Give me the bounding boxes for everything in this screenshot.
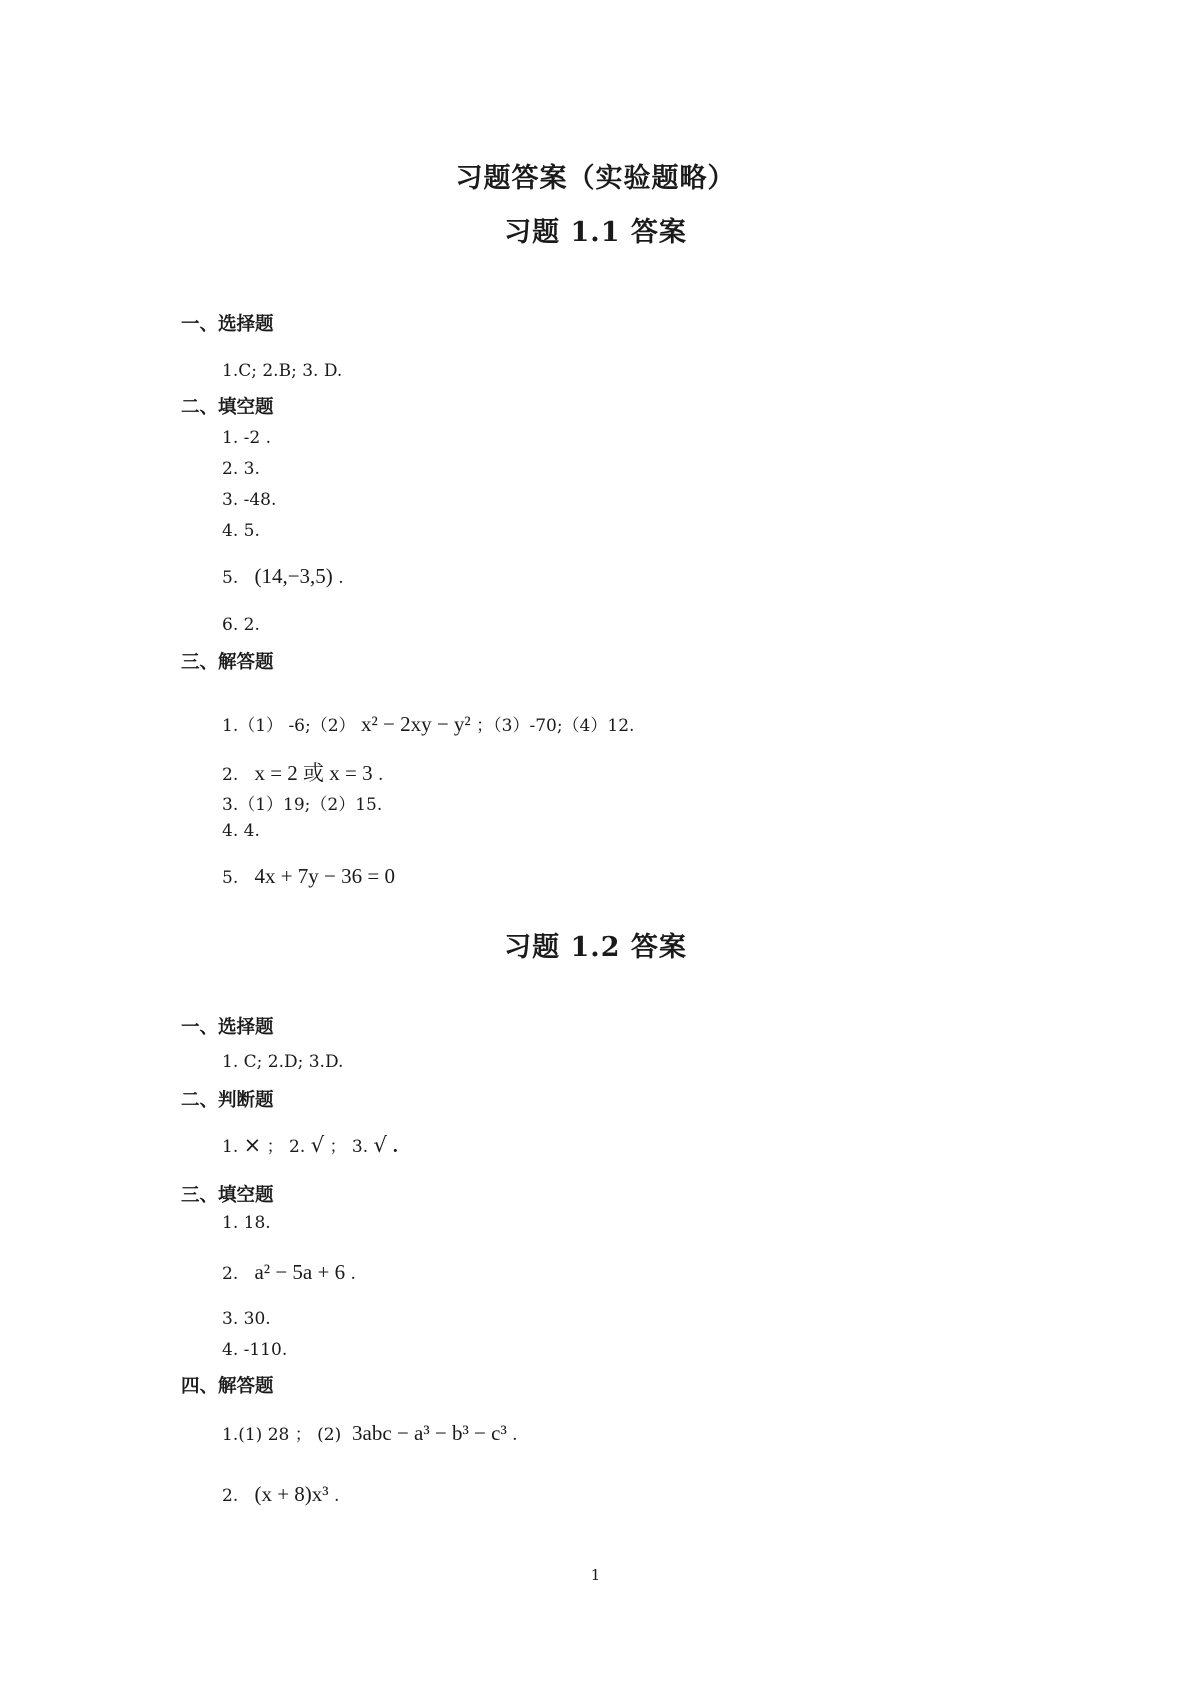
answer-fill-2-2 bbox=[222, 1260, 356, 1285]
period: . bbox=[334, 1486, 340, 1506]
section-title-1-2: 习题 1.2 答案 bbox=[504, 932, 687, 963]
heading-solve-1: 三、解答题 bbox=[181, 652, 274, 673]
answer-solve-2-1 bbox=[222, 1420, 518, 1446]
item-number: 5. bbox=[222, 568, 239, 588]
answer-fill-1-6: 6. 2. bbox=[222, 615, 260, 635]
separator: ； 3. bbox=[329, 1137, 369, 1157]
document-title: 习题答案（实验题略） bbox=[455, 163, 736, 194]
answer-fill-1-2: 2. 3. bbox=[222, 459, 260, 479]
item-number: 2. bbox=[222, 1264, 239, 1284]
math-expression: x = 2 或 x = 3 bbox=[254, 761, 373, 785]
answer-choice-2: 1. C; 2.D; 3.D. bbox=[222, 1052, 344, 1072]
section-title-1-1: 习题 1.1 答案 bbox=[504, 217, 687, 248]
answer-solve-2-2 bbox=[222, 1482, 339, 1507]
heading-choice-1: 一、选择题 bbox=[181, 314, 274, 335]
answer-fill-2-3: 3. 30. bbox=[222, 1309, 271, 1329]
math-expression: (14,−3,5) bbox=[254, 564, 333, 588]
math-expression: x² − 2xy − y² bbox=[360, 712, 471, 736]
answer-fill-1-1: 1. -2 . bbox=[222, 428, 271, 448]
item-number: 5. bbox=[222, 868, 239, 888]
check-mark-icon: √ bbox=[310, 1133, 325, 1157]
item-number: 2. bbox=[222, 765, 239, 785]
answer-fill-2-1: 1. 18. bbox=[222, 1213, 271, 1233]
heading-fill-1: 二、填空题 bbox=[181, 397, 274, 418]
math-expression: a² − 5a + 6 bbox=[254, 1260, 346, 1284]
separator: ； 2. bbox=[266, 1137, 306, 1157]
period: . bbox=[350, 1264, 356, 1284]
answer-solve-1-5 bbox=[222, 864, 395, 889]
answer-solve-1-1 bbox=[222, 711, 634, 737]
period: . bbox=[392, 1137, 399, 1157]
answer-fill-1-4: 4. 5. bbox=[222, 521, 260, 541]
cross-mark-icon: × bbox=[243, 1133, 262, 1157]
heading-solve-2: 四、解答题 bbox=[181, 1376, 274, 1397]
answer-solve-1-4: 4. 4. bbox=[222, 821, 260, 841]
heading-choice-2: 一、选择题 bbox=[181, 1017, 274, 1038]
answer-fill-1-3: 3. -48. bbox=[222, 490, 277, 510]
math-expression: 4x + 7y − 36 = 0 bbox=[254, 864, 395, 888]
heading-fill-2: 三、填空题 bbox=[181, 1185, 274, 1206]
math-expression: 3abc − a³ − b³ − c³ bbox=[352, 1421, 507, 1445]
answer-solve-1-2 bbox=[222, 757, 383, 787]
item-prefix: 1.(1) 28 ； (2) bbox=[222, 1425, 342, 1445]
answer-judge-2 bbox=[222, 1132, 398, 1157]
item-number: 2. bbox=[222, 1486, 239, 1506]
answer-fill-1-5 bbox=[222, 564, 344, 589]
answer-choice-1: 1.C; 2.B; 3. D. bbox=[222, 361, 343, 381]
page-number: 1 bbox=[590, 1566, 601, 1584]
answer-fill-2-4: 4. -110. bbox=[222, 1340, 288, 1360]
item-prefix: 1.（1） -6;（2） bbox=[222, 716, 356, 736]
item-number: 1. bbox=[222, 1137, 239, 1157]
answer-solve-1-3: 3.（1）19;（2）15. bbox=[222, 795, 383, 815]
check-mark-icon: √ bbox=[373, 1133, 387, 1157]
period: . bbox=[512, 1425, 518, 1445]
math-expression: (x + 8)x³ bbox=[254, 1482, 329, 1506]
item-suffix: ；（3）-70;（4）12. bbox=[476, 716, 635, 736]
heading-judge-2: 二、判断题 bbox=[181, 1090, 274, 1111]
period: . bbox=[338, 568, 344, 588]
period: . bbox=[378, 765, 384, 785]
